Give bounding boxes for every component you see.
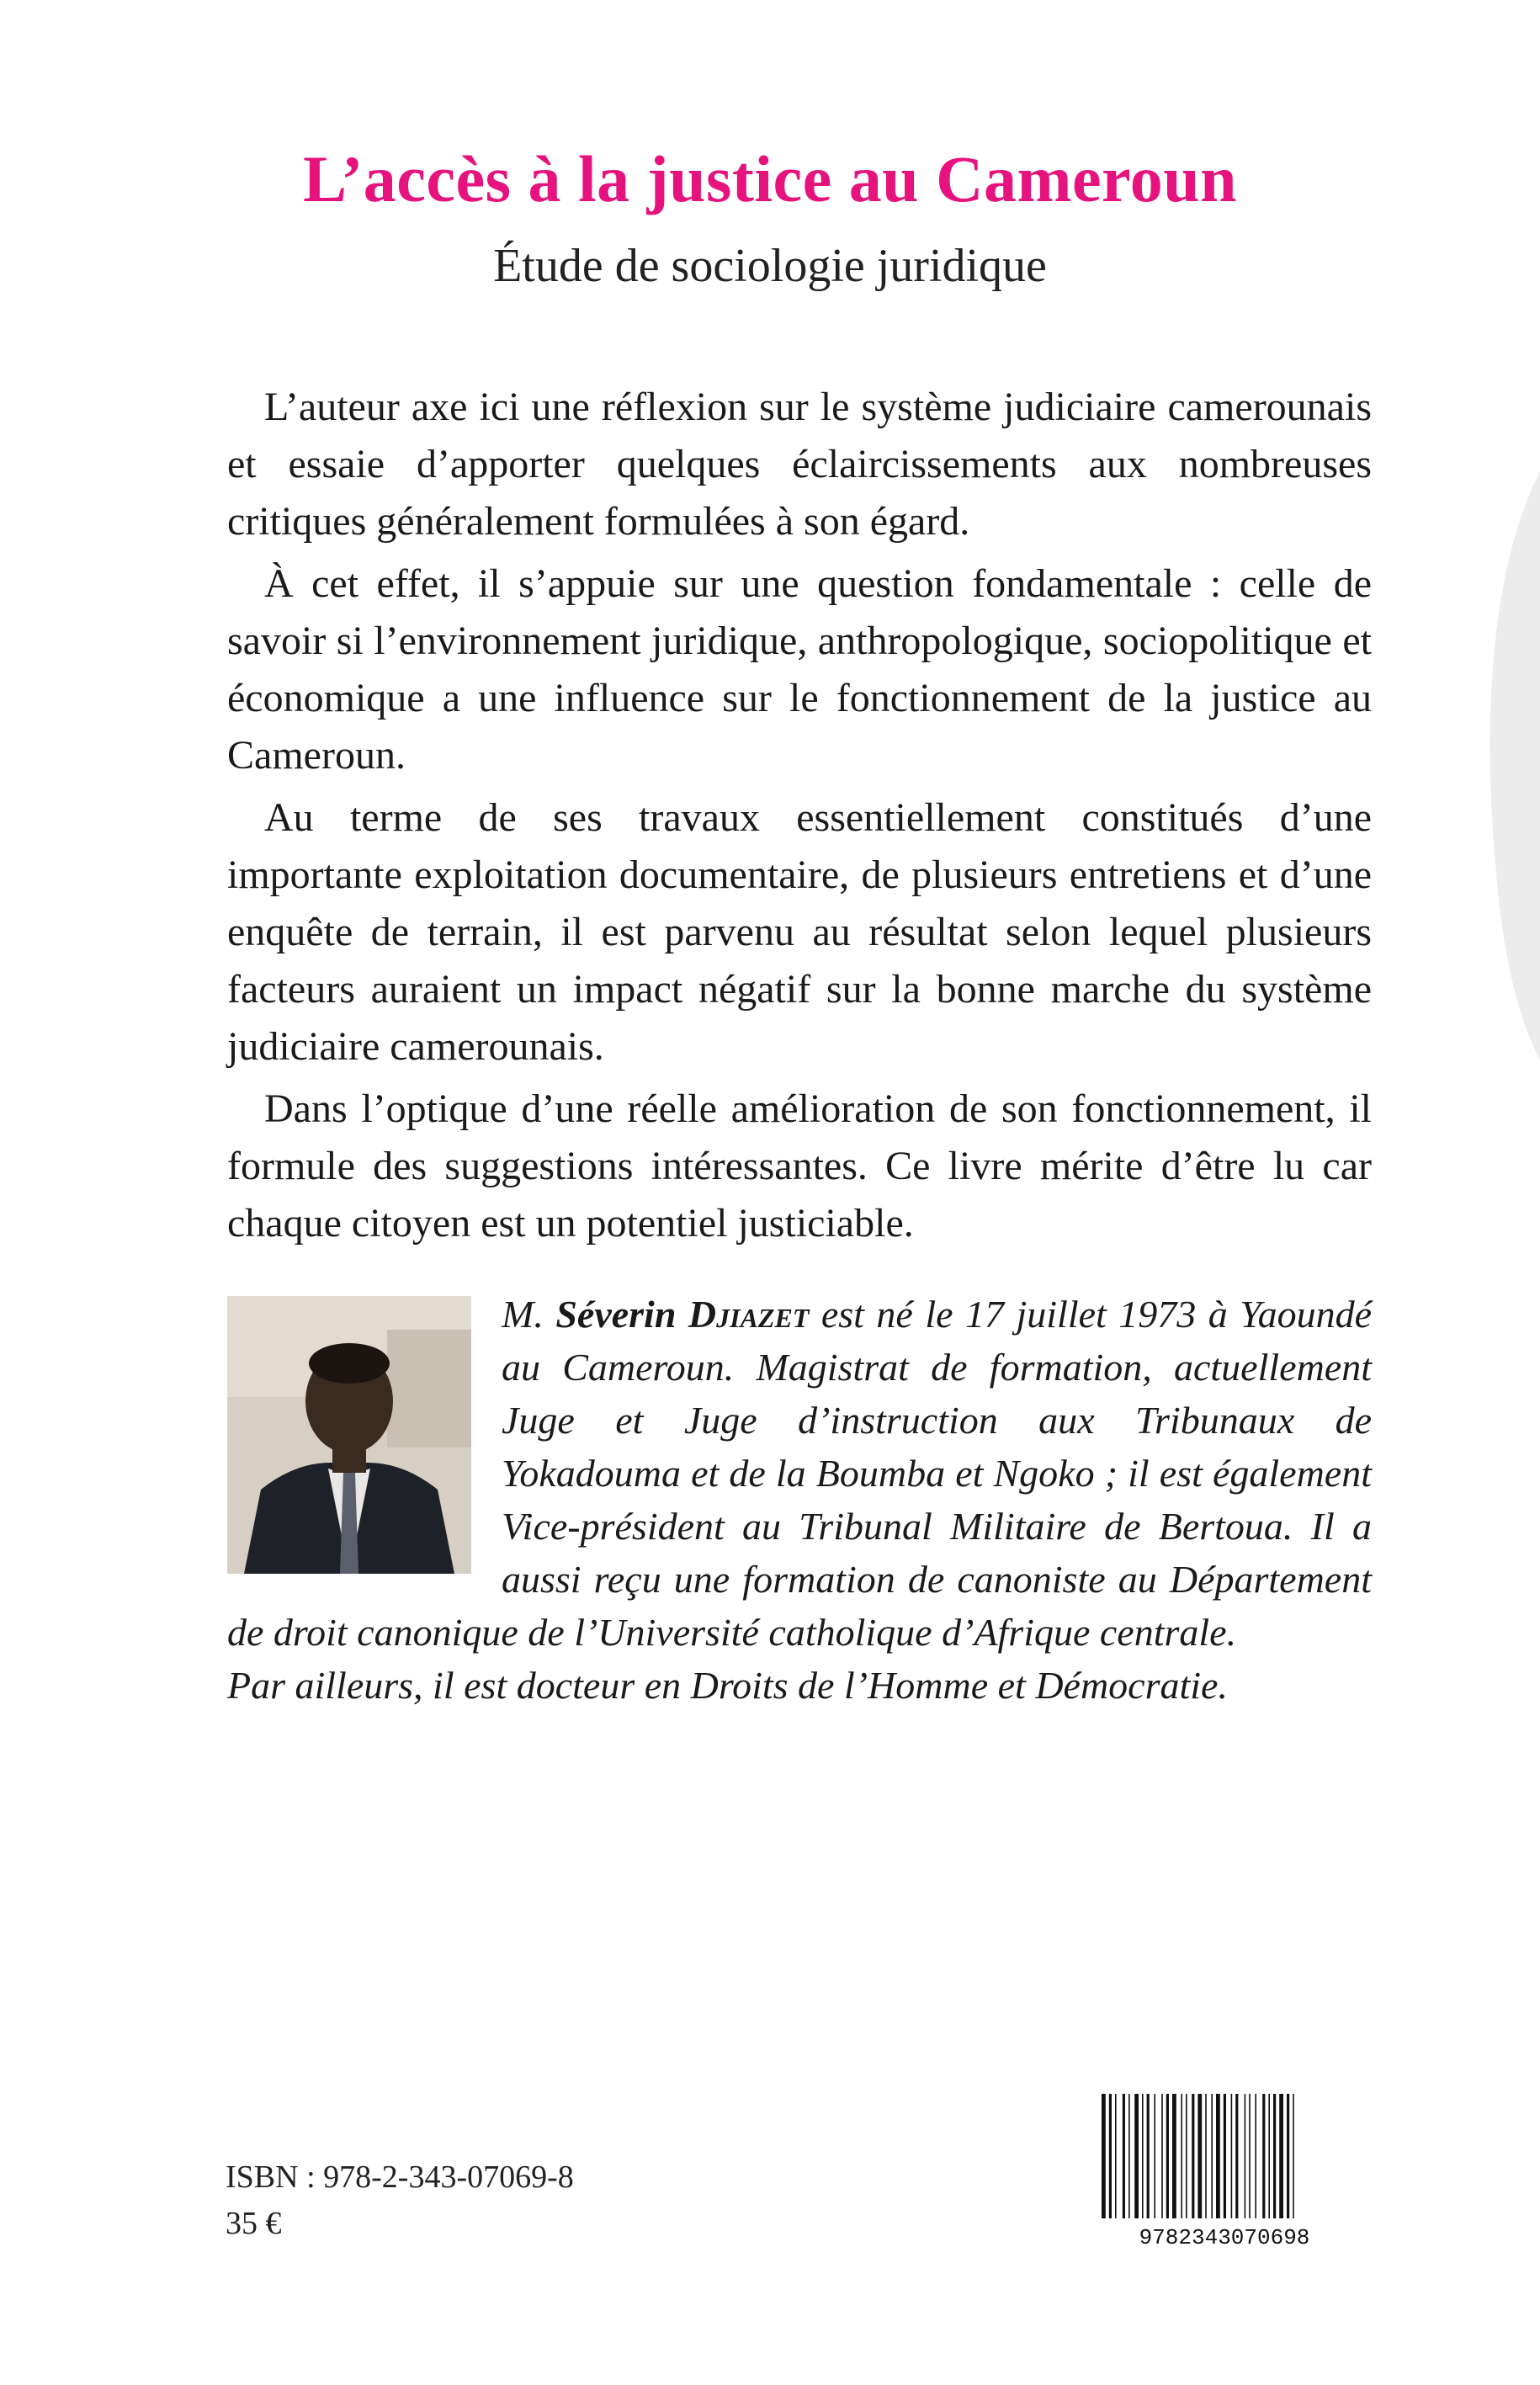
barcode-bar — [1293, 2094, 1294, 2218]
blurb-paragraph: Dans l’optique d’une réelle amélioration de son fonctionnement, il formule des suggestions intéressantes. Ce livre mérite d’être lu car chaque citoyen est un potentiel justiciable. — [227, 1086, 1372, 1246]
barcode-bar — [1123, 2094, 1125, 2218]
barcode-bar — [1224, 2094, 1226, 2218]
author-bio-body: est né le 17 juillet 1973 à Yaoundé au Cameroun. Magistrat de formation, actuellement Juge et Juge d’instruction aux Tribunaux de Yokadouma et de la Boumba et Ngoko ; il est également Vice-président au Tribunal Militaire de Bertoua. Il a aussi reçu une formation de canoniste au Département de droit canonique de l’Université catholique d’Afrique centrale. — [227, 1293, 1373, 1654]
barcode-bar — [1142, 2094, 1144, 2218]
barcode-bar — [1154, 2094, 1155, 2218]
barcode-bar — [1273, 2094, 1276, 2218]
barcode-bar — [1262, 2094, 1265, 2218]
barcode — [1098, 2090, 1351, 2250]
author-last-name: Djiazet — [688, 1293, 810, 1336]
barcode-bar — [1115, 2094, 1117, 2218]
blurb-paragraph: À cet effet, il s’appuie sur une question fondamentale : celle de savoir si l’environnement juridique, anthropologique, sociopolitique et économique a une influence sur le fonctionnement de la justice au Cameroun. — [227, 561, 1372, 778]
barcode-bar — [1109, 2094, 1112, 2218]
barcode-bar — [1205, 2094, 1207, 2218]
barcode-bar — [1245, 2094, 1246, 2218]
barcode-bar — [1181, 2094, 1182, 2218]
barcode-bar — [1186, 2094, 1187, 2218]
barcode-bar — [1134, 2094, 1139, 2218]
barcode-bar — [1172, 2094, 1176, 2218]
barcode-bar — [1102, 2094, 1106, 2218]
barcode-bar — [1216, 2094, 1220, 2218]
author-photo — [227, 1296, 471, 1574]
barcode-bar — [1231, 2094, 1233, 2218]
blurb-paragraph: Au terme de ses travaux essentiellement constitués d’une importante exploitation documentaire, de plusieurs entretiens et d’une enquête de terrain, il est parvenu au résultat selon lequel plusieurs facteurs auraient un impact négatif sur la bonne marche du système judiciaire camerounais. — [227, 795, 1372, 1069]
barcode-bar — [1279, 2094, 1283, 2218]
price: 35 € — [226, 2206, 282, 2241]
barcode-bar — [1166, 2094, 1169, 2218]
author-bio-extra: Par ailleurs, il est docteur en Droits de l’Homme et Démocratie. — [227, 1664, 1228, 1707]
barcode-bar — [1197, 2094, 1202, 2218]
barcode-bar — [1249, 2094, 1251, 2218]
author-first-name: Séverin — [555, 1293, 677, 1336]
barcode-bar — [1147, 2094, 1150, 2218]
barcode-bar — [1192, 2094, 1194, 2218]
barcode-bar — [1235, 2094, 1238, 2218]
barcode-bar — [1255, 2094, 1256, 2218]
barcode-digits: 9782343070698 — [1139, 2225, 1310, 2250]
author-prefix: M. — [502, 1293, 544, 1336]
blurb-paragraph: L’auteur axe ici une réflexion sur le système judiciaire camerounais et essaie d’apporter quelques éclaircissements aux nombreuses critiques généralement formulées à son égard. — [227, 385, 1372, 544]
barcode-bar — [1287, 2094, 1289, 2218]
book-title: L’accès à la justice au Cameroun — [302, 142, 1238, 215]
author-bio — [227, 1288, 1372, 1712]
barcode-bar — [1268, 2094, 1270, 2218]
decorative-swoosh — [1473, 471, 1540, 1060]
barcode-bar — [1128, 2094, 1130, 2218]
book-subtitle: Étude de sociologie juridique — [493, 240, 1047, 292]
isbn: ISBN : 978-2-343-07069-8 — [226, 2159, 574, 2195]
barcode-bar — [1211, 2094, 1213, 2218]
barcode-bar — [1161, 2094, 1163, 2218]
blurb — [227, 379, 1372, 1257]
